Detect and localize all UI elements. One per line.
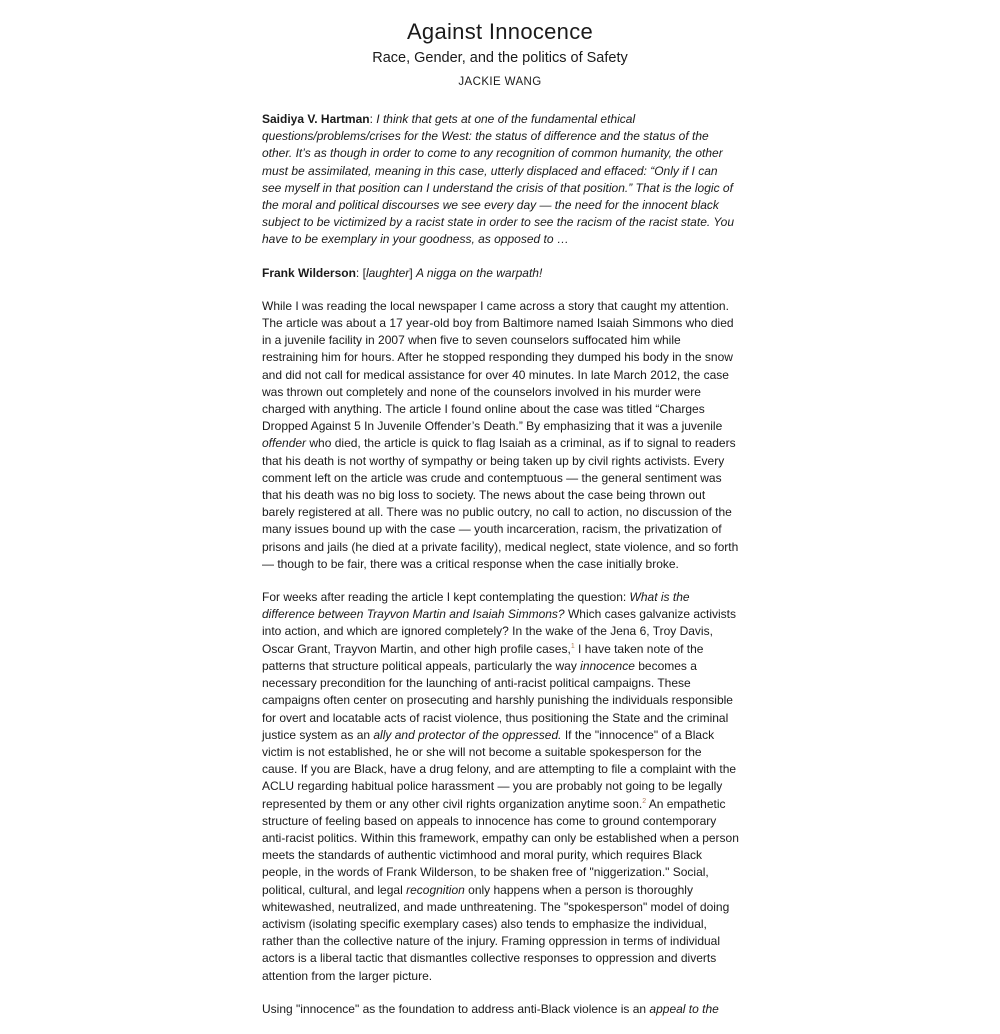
article-author: JACKIE WANG <box>458 76 542 88</box>
paragraph-2 <box>262 589 740 985</box>
article-header <box>0 0 1000 90</box>
paragraph-text: While I was reading the local newspaper I came across a story that caught my attention. The article was about a 17 year-old boy from Baltimore named Isaiah Simmons who died in a juvenile facility in 2007 when five to seven counselors suffocated him while restraining him for hours. After he stopped responding they dumped his body in the snow and did not call for medical assistance for over 40 minutes. In late March 2012, the case was thrown out completely and none of the counselors involved in his murder were charged with anything. The article I found online about the case was titled “Charges Dropped Against 5 In Juvenile Offender’s Death.” By emphasizing that it was a juvenile <box>262 298 734 434</box>
speaker-separator: : <box>369 112 377 126</box>
epigraph-hartman <box>262 111 740 249</box>
quote-text: I think that gets at one of the fundamental ethical questions/problems/crises for the West: the status of difference and the status of the other. It’s as though in order to come to any recognition of common humanity, the other must be assimilated, meaning in this case, utterly displaced and effaced: “Only if I can see myself in that position can I understand the crisis of that position.” That is the logic of the moral and political discourses we see every day — the need for the innocent black subject to be victimized by a racist state in order to see the racism of the racist state. You have to be exemplary in your goodness, as opposed to … <box>262 112 735 247</box>
emphasis-text: offender <box>262 436 307 451</box>
footnote-link-2[interactable]: 2 <box>642 797 647 805</box>
paragraph-text: An empathetic structure of feeling based on appeals to innocence has come to ground contemporary anti-racist politics. Within this framework, empathy can only be established when a person meets the standards of authentic victimhood and moral purity, which requires Black people, in the words of Frank Wilderson, to be shaken free of "niggerization." Social, political, cultural, and legal <box>262 796 739 897</box>
paragraph-text: becomes a necessary precondition for the launching of anti-racist political campaigns. These campaigns often center on prosecuting and harshly punishing the individuals responsible for overt and locatable acts of racist violence, thus positioning the State and the criminal justice system as an <box>262 658 733 742</box>
article-subtitle: Race, Gender, and the politics of Safety <box>372 50 628 66</box>
emphasis-text: innocence <box>580 658 635 673</box>
paragraph-text: only happens when a person is thoroughly whitewashed, neutralized, and made unthreatening. The "spokesperson" model of doing activism (isolating specific exemplary cases) also tends to emphasize the individual, rather than the collective nature of the injury. Framing oppression in terms of individual actors is a liberal tactic that dismantles collective responses to oppression and diverts attention from the larger picture. <box>262 882 730 983</box>
speaker-name: Frank Wilderson <box>262 265 356 280</box>
emphasis-text: ally and protector of the oppressed. <box>373 727 562 742</box>
speaker-separator: : [ <box>355 265 366 280</box>
paragraph-text: If the "innocence" of a Black victim is not established, he or she will not become a suitable spokesperson for the cause. If you are Black, have a drug felony, and are attempting to file a complaint with the ACLU regarding habitual police harassment — you are probably not going to be legally represented by them or any other civil rights organization anytime soon. <box>262 727 737 811</box>
footnote-link-1[interactable]: 1 <box>570 642 575 650</box>
paragraph-3 <box>262 1001 740 1018</box>
paragraph-text: For weeks after reading the article I kept contemplating the question: <box>262 590 630 605</box>
paragraph-text: I have taken note of the patterns that structure political appeals, particularly the way <box>262 641 704 673</box>
bracket-close: ] <box>409 265 416 280</box>
article-body <box>262 111 740 1034</box>
paragraph-1 <box>262 298 740 573</box>
emphasis-text: What is the difference between Trayvon Martin and Isaiah Simmons? <box>262 590 690 622</box>
paragraph-text: who died, the article is quick to flag Isaiah as a criminal, as if to signal to readers that his death is not worthy of sympathy or being taken up by civil rights activists. Every comment left on the article was crude and contemptuous — the general sentiment was that his death was no big loss to society. The news about the case being thrown out barely registered at all. There was no public outcry, no call to action, no discussion of the many issues bound up with the case — youth incarceration, racism, the privatization of prisons and jails (he died at a private facility), medical neglect, state violence, and so forth — though to be fair, there was a critical response when the case initially broke. <box>262 436 739 571</box>
epigraph-wilderson <box>262 265 740 282</box>
article-title: Against Innocence <box>406 19 594 44</box>
paragraph-text: Using "innocence" as the foundation to address anti-Black violence is an <box>262 1001 650 1016</box>
speaker-name: Saidiya V. Hartman <box>262 112 370 126</box>
emphasis-text: recognition <box>406 882 465 897</box>
paragraph-text: Which cases galvanize activists into action, and which are ignored completely? In the wake of the Jena 6, Troy Davis, Oscar Grant, Trayvon Martin, and other high profile cases, <box>262 607 737 656</box>
emphasis-text: appeal to the <box>649 1001 719 1016</box>
stage-direction: laughter <box>365 265 410 280</box>
quote-text: A nigga on the warpath! <box>415 265 543 280</box>
